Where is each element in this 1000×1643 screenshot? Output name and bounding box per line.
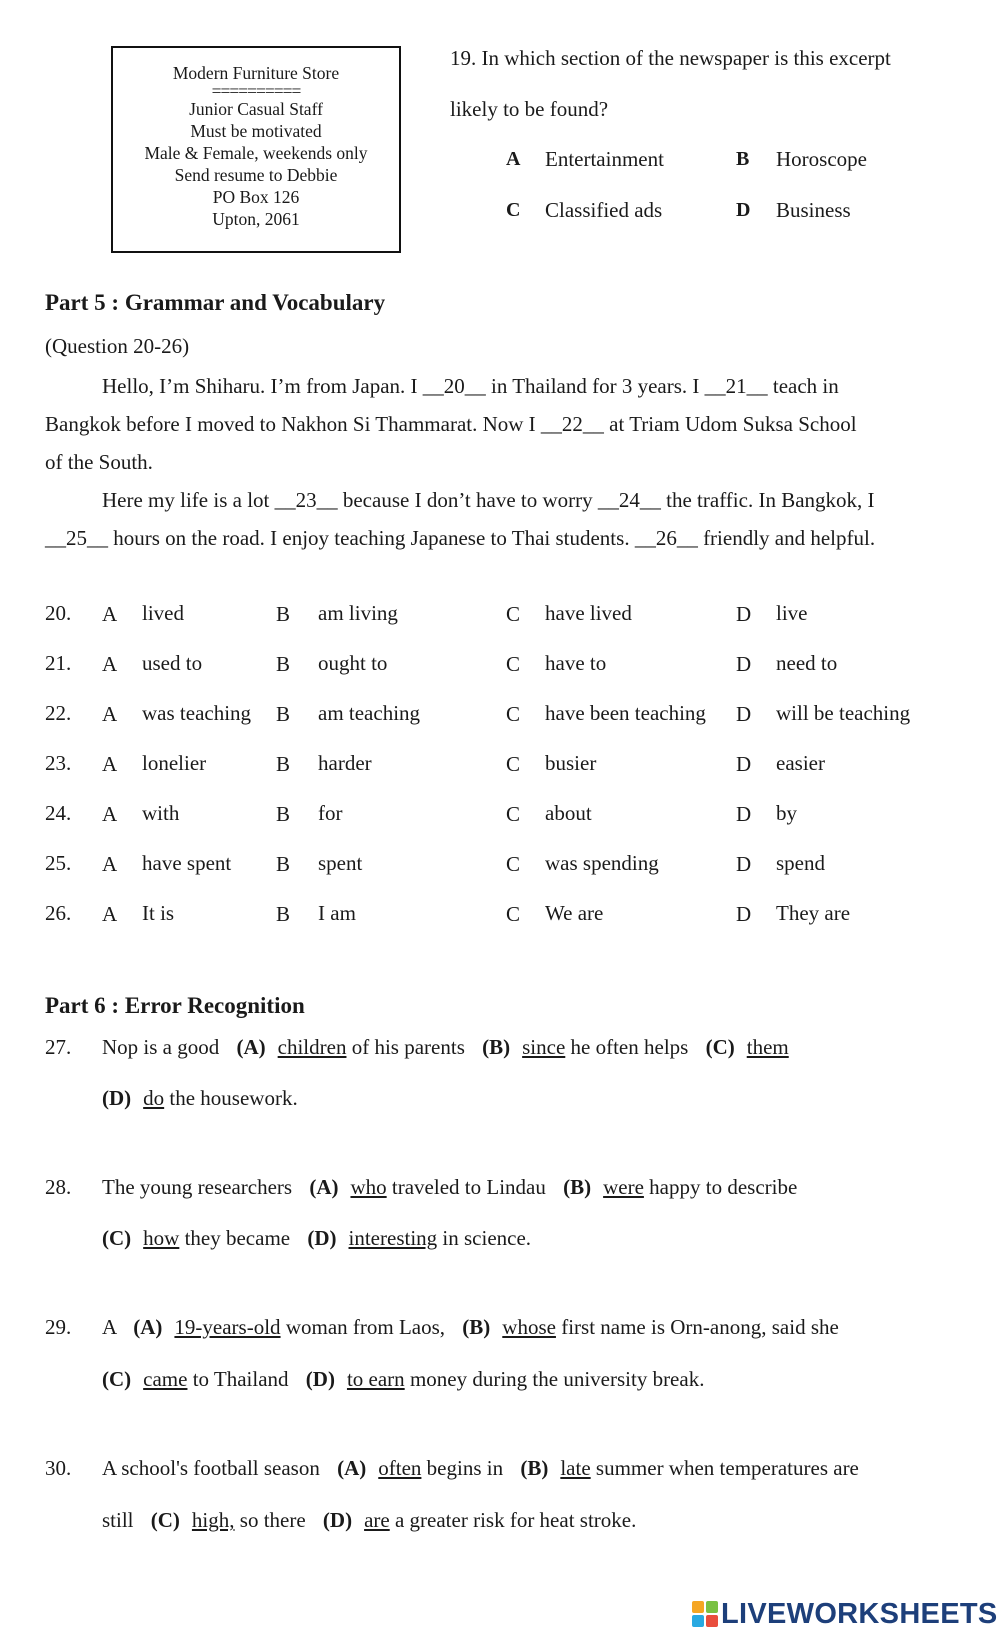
underlined-phrase: to earn (346, 1367, 405, 1391)
option-letter: D (736, 199, 751, 221)
option-b-text: am living (318, 601, 398, 625)
option-c-letter[interactable]: C (506, 902, 521, 926)
sentence-text: first name is Orn-anong, said she (555, 1315, 839, 1339)
option-d-letter[interactable]: D (736, 652, 752, 676)
option-d-letter[interactable]: D (736, 702, 752, 726)
sentence-text: summer when temperatures are (590, 1456, 859, 1480)
q28-line1 (102, 1175, 797, 1200)
sentence-text: of his parents (346, 1035, 471, 1059)
passage-line: Here my life is a lot __23__ because I don’t have to worry __24__ the traffic. In Bangkok, I (102, 488, 875, 512)
sentence-text: the housework. (164, 1086, 298, 1110)
error-choice-label[interactable]: (C) (150, 1508, 180, 1532)
logo-square-icon (706, 1601, 718, 1613)
option-d-text: They are (776, 901, 851, 925)
underlined-phrase: are (364, 1508, 390, 1532)
option-a-letter[interactable]: A (102, 852, 118, 876)
q19-option-a-text: Entertainment (545, 147, 664, 171)
error-choice-label[interactable]: (A) (309, 1175, 339, 1199)
option-a-text: have spent (142, 851, 232, 875)
error-choice-label[interactable]: (B) (520, 1456, 549, 1480)
option-a-text: lonelier (142, 751, 207, 775)
q29-line1 (102, 1315, 839, 1340)
sentence-text: begins in (421, 1456, 509, 1480)
option-a-text: with (142, 801, 180, 825)
option-b-letter[interactable]: B (276, 702, 291, 726)
passage-line: Bangkok before I moved to Nakhon Si Thammarat. Now I __22__ at Triam Udom Suksa School (45, 412, 857, 436)
underlined-phrase: were (603, 1175, 644, 1199)
ad-store-name: Modern Furniture Store (172, 63, 340, 83)
underlined-phrase: do (143, 1086, 165, 1110)
q19-option-b-text: Horoscope (776, 147, 867, 171)
question-number: 25. (45, 851, 72, 875)
sentence-text: still (102, 1508, 139, 1532)
ad-city: Upton, 2061 (212, 209, 300, 229)
sentence-text: woman from Laos, (280, 1315, 451, 1339)
option-d-text: live (776, 601, 808, 625)
error-choice-label[interactable]: (B) (482, 1035, 511, 1059)
option-letter: B (736, 148, 750, 170)
option-d-text: easier (776, 751, 825, 775)
option-c-text: have been teaching (545, 701, 706, 725)
underlined-phrase: high, (191, 1508, 235, 1532)
option-a-letter[interactable]: A (102, 702, 118, 726)
q19-option-c[interactable] (506, 199, 520, 222)
q19-option-d-text: Business (776, 198, 851, 222)
option-b-text: ought to (318, 651, 388, 675)
option-d-letter[interactable]: D (736, 802, 752, 826)
sentence-text: Nop is a good (102, 1035, 225, 1059)
option-a-letter[interactable]: A (102, 752, 118, 776)
option-c-letter[interactable]: C (506, 752, 521, 776)
q28-line2 (102, 1226, 531, 1251)
error-choice-label[interactable]: (D) (307, 1226, 337, 1250)
underlined-phrase: interesting (348, 1226, 438, 1250)
q27-number: 27. (45, 1035, 72, 1059)
part5-heading: Part 5 : Grammar and Vocabulary (45, 290, 386, 315)
option-b-letter[interactable]: B (276, 852, 291, 876)
q27-line2 (102, 1086, 298, 1111)
error-choice-label[interactable]: (A) (236, 1035, 266, 1059)
q29-line2 (102, 1367, 704, 1392)
logo-square-icon (706, 1615, 718, 1627)
option-c-text: We are (545, 901, 604, 925)
logo-text: LIVEWORKSHEETS (721, 1597, 998, 1630)
logo-square-icon (692, 1615, 704, 1627)
option-b-letter[interactable]: B (276, 802, 291, 826)
option-d-text: need to (776, 651, 838, 675)
sentence-text: traveled to Lindau (386, 1175, 552, 1199)
option-c-text: busier (545, 751, 597, 775)
q19-option-c-text: Classified ads (545, 198, 663, 222)
question-number: 26. (45, 901, 72, 925)
underlined-phrase: 19-years-old (174, 1315, 281, 1339)
underlined-phrase: who (350, 1175, 387, 1199)
underlined-phrase: since (522, 1035, 566, 1059)
option-b-letter[interactable]: B (276, 902, 291, 926)
underlined-phrase: whose (502, 1315, 556, 1339)
passage-line: __25__ hours on the road. I enjoy teaching Japanese to Thai students. __26__ friendly and helpful. (45, 526, 876, 550)
option-a-letter[interactable]: A (102, 802, 118, 826)
job-advertisement (111, 46, 401, 253)
option-b-text: harder (318, 751, 372, 775)
sentence-text: The young researchers (102, 1175, 298, 1199)
sentence-text: a greater risk for heat stroke. (389, 1508, 637, 1532)
option-b-letter[interactable]: B (276, 602, 291, 626)
option-d-text: will be teaching (776, 701, 911, 725)
sentence-text: so there (234, 1508, 311, 1532)
option-b-text: am teaching (318, 701, 421, 725)
sentence-text: money during the university break. (404, 1367, 705, 1391)
q19-option-b[interactable] (736, 148, 749, 171)
sentence-text: to Thailand (187, 1367, 294, 1391)
option-b-letter[interactable]: B (276, 752, 291, 776)
q30-number: 30. (45, 1456, 72, 1480)
logo-square-icon (692, 1601, 704, 1613)
option-b-letter[interactable]: B (276, 652, 291, 676)
underlined-phrase: how (143, 1226, 180, 1250)
option-d-letter[interactable]: D (736, 602, 752, 626)
error-choice-label[interactable]: (C) (102, 1367, 132, 1391)
q30-line2 (102, 1508, 636, 1533)
q19-option-a[interactable] (506, 148, 520, 171)
question-number: 21. (45, 651, 72, 675)
q27-line1 (102, 1035, 789, 1060)
question-number: 23. (45, 751, 72, 775)
logo-grid-icon (692, 1601, 718, 1627)
sentence-text: happy to describe (643, 1175, 798, 1199)
sentence-text: in science. (437, 1226, 532, 1250)
option-c-letter[interactable]: C (506, 702, 521, 726)
sentence-text: they became (179, 1226, 296, 1250)
passage-line: Hello, I’m Shiharu. I’m from Japan. I __20__ in Thailand for 3 years. I __21__ teach in (102, 374, 839, 398)
error-choice-label[interactable]: (D) (102, 1086, 132, 1110)
option-a-text: It is (142, 901, 175, 925)
ad-separator: ========== (211, 81, 301, 101)
error-choice-label[interactable]: (D) (305, 1367, 335, 1391)
error-choice-label[interactable]: (A) (133, 1315, 163, 1339)
option-d-text: spend (776, 851, 825, 875)
option-d-letter[interactable]: D (736, 752, 752, 776)
option-a-letter[interactable]: A (102, 902, 118, 926)
q19-text-line2: likely to be found? (450, 97, 609, 121)
error-choice-label[interactable]: (B) (462, 1315, 491, 1339)
underlined-phrase: often (378, 1456, 422, 1480)
option-a-text: used to (142, 651, 203, 675)
error-choice-label[interactable]: (A) (337, 1456, 367, 1480)
option-c-letter[interactable]: C (506, 602, 521, 626)
underlined-phrase: late (560, 1456, 591, 1480)
option-letter: A (506, 148, 521, 170)
underlined-phrase: children (277, 1035, 347, 1059)
option-c-text: was spending (545, 851, 659, 875)
option-c-letter[interactable]: C (506, 652, 521, 676)
option-c-text: have to (545, 651, 607, 675)
option-a-text: was teaching (142, 701, 252, 725)
q19-text-line1: 19. In which section of the newspaper is this excerpt (450, 46, 891, 70)
ad-position: Junior Casual Staff (189, 99, 323, 119)
error-choice-label[interactable]: (D) (322, 1508, 353, 1532)
part5-subheading: (Question 20-26) (45, 334, 190, 358)
sentence-text: A (102, 1315, 122, 1339)
liveworksheets-logo (692, 1596, 998, 1632)
option-c-text: have lived (545, 601, 632, 625)
option-d-letter[interactable]: D (736, 902, 752, 926)
sentence-text: A school's football season (102, 1456, 326, 1480)
option-a-letter[interactable]: A (102, 602, 118, 626)
option-b-text: I am (318, 901, 356, 925)
ad-po-box: PO Box 126 (212, 187, 300, 207)
error-choice-label[interactable]: (B) (563, 1175, 592, 1199)
underlined-phrase: them (746, 1035, 789, 1059)
option-b-text: for (318, 801, 343, 825)
option-d-letter[interactable]: D (736, 852, 752, 876)
ad-availability: Male & Female, weekends only (144, 143, 368, 163)
option-c-letter[interactable]: C (506, 852, 521, 876)
q28-number: 28. (45, 1175, 72, 1199)
passage-line: of the South. (45, 450, 153, 474)
q30-line1 (102, 1456, 859, 1481)
q19-option-d[interactable] (736, 199, 750, 222)
underlined-phrase: came (143, 1367, 188, 1391)
part6-heading: Part 6 : Error Recognition (45, 993, 305, 1018)
sentence-text: he often helps (565, 1035, 694, 1059)
q29-number: 29. (45, 1315, 72, 1339)
option-b-text: spent (318, 851, 363, 875)
question-number: 20. (45, 601, 72, 625)
option-c-text: about (545, 801, 592, 825)
question-number: 24. (45, 801, 72, 825)
error-choice-label[interactable]: (C) (102, 1226, 132, 1250)
error-choice-label[interactable]: (C) (705, 1035, 735, 1059)
option-d-text: by (776, 801, 797, 825)
ad-contact: Send resume to Debbie (174, 165, 338, 185)
option-a-text: lived (142, 601, 184, 625)
option-letter: C (506, 199, 521, 221)
ad-requirement: Must be motivated (190, 121, 322, 141)
option-c-letter[interactable]: C (506, 802, 521, 826)
option-a-letter[interactable]: A (102, 652, 118, 676)
question-number: 22. (45, 701, 72, 725)
